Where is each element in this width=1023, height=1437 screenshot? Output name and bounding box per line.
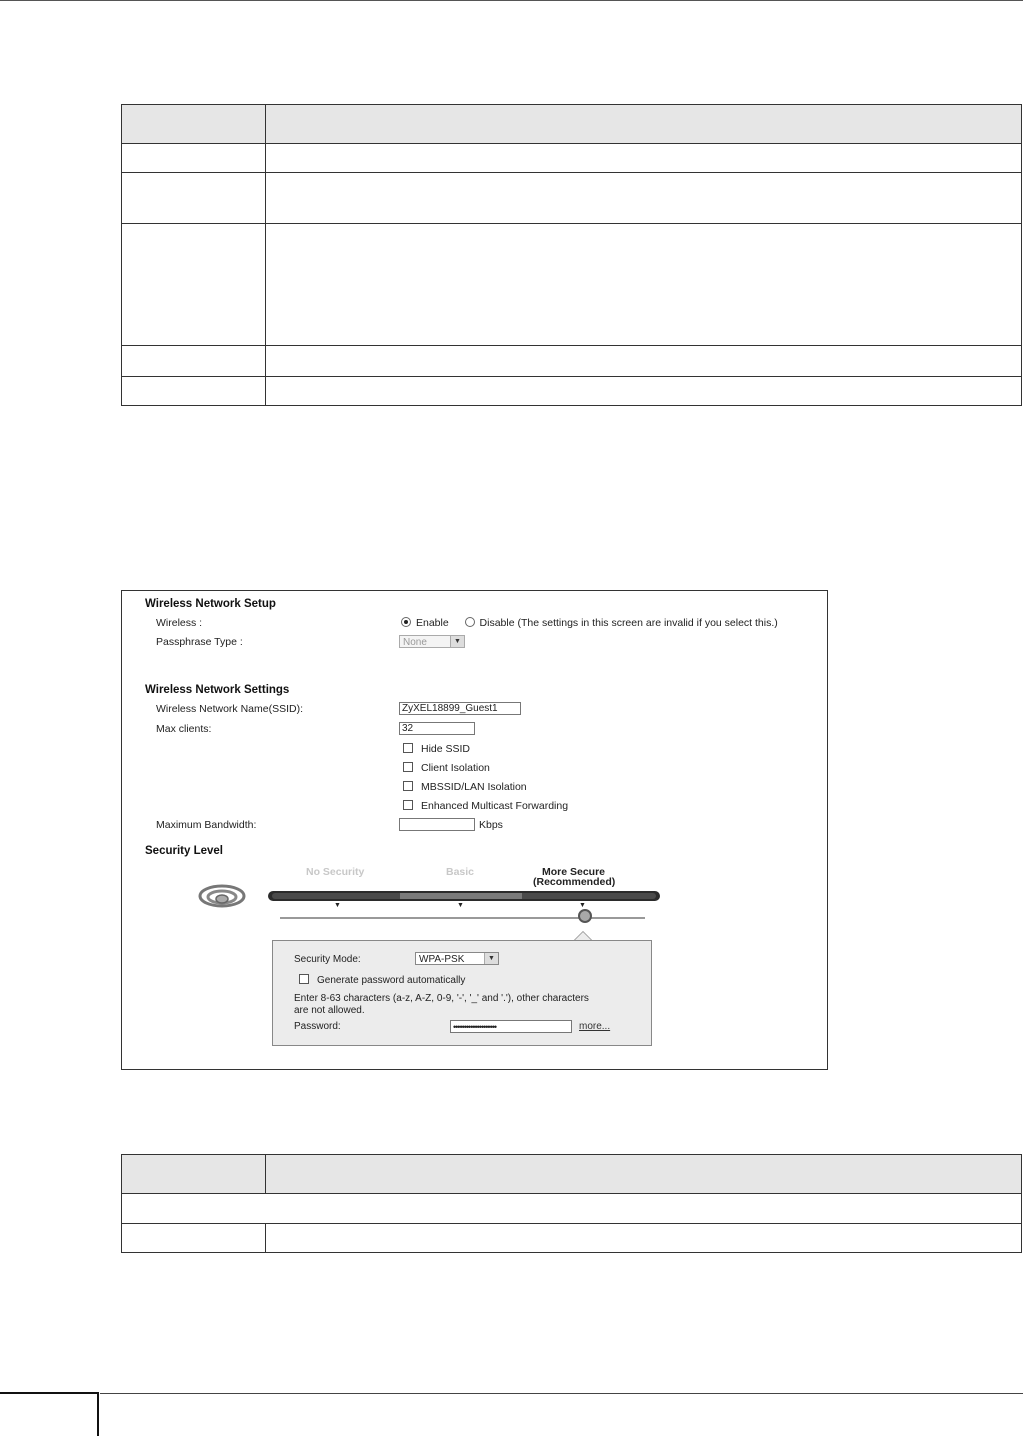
footer-rule xyxy=(100,1393,1023,1394)
header-cell xyxy=(122,105,266,144)
hide-ssid-label: Hide SSID xyxy=(421,743,471,755)
max-clients-input[interactable]: 32 xyxy=(399,722,475,735)
table-row xyxy=(122,224,1022,346)
wireless-radio-group xyxy=(401,617,778,629)
table-row xyxy=(122,377,1022,406)
max-bandwidth-label: Maximum Bandwidth: xyxy=(156,819,257,831)
table-cell xyxy=(266,144,1022,173)
dropdown-arrow-icon: ▼ xyxy=(450,636,464,647)
header-rule xyxy=(0,0,1023,1)
table-cell xyxy=(122,224,266,346)
page-number-box xyxy=(0,1392,99,1436)
table-row xyxy=(122,173,1022,224)
passphrase-type-select[interactable] xyxy=(399,635,465,648)
wifi-icon xyxy=(198,882,246,908)
table-header-row xyxy=(122,105,1022,144)
table-cell xyxy=(122,346,266,377)
hide-ssid-option[interactable] xyxy=(403,743,470,755)
security-mode-select[interactable] xyxy=(415,952,499,965)
wireless-label: Wireless : xyxy=(156,617,203,629)
max-bandwidth-input[interactable] xyxy=(399,818,475,831)
ssid-label: Wireless Network Name(SSID): xyxy=(156,703,304,715)
checkbox-icon[interactable] xyxy=(403,762,413,772)
description-table-top xyxy=(121,104,1022,406)
disable-radio-icon[interactable] xyxy=(465,617,475,627)
header-cell xyxy=(266,1155,1022,1194)
level-marker-icon: ▼ xyxy=(457,902,464,909)
wireless-network-setup-title: Wireless Network Setup xyxy=(145,598,276,610)
checkbox-icon[interactable] xyxy=(403,800,413,810)
table-cell xyxy=(266,173,1022,224)
security-mode-label: Security Mode: xyxy=(294,954,361,965)
security-mode-value: WPA-PSK xyxy=(419,954,465,965)
table-cell xyxy=(266,224,1022,346)
enhanced-multicast-label: Enhanced Multicast Forwarding xyxy=(421,800,569,812)
level-slider-knob[interactable] xyxy=(578,909,592,923)
password-hint-line2: are not allowed. xyxy=(294,1005,365,1016)
security-level-bar[interactable] xyxy=(268,891,660,901)
table-row xyxy=(122,1224,1022,1253)
level-more-secure[interactable]: More Secure xyxy=(542,866,606,878)
more-link[interactable]: more... xyxy=(579,1021,611,1032)
password-label: Password: xyxy=(294,1021,341,1032)
table-cell xyxy=(122,1194,1022,1224)
enable-label: Enable xyxy=(416,617,449,629)
table-cell xyxy=(122,377,266,406)
password-input[interactable]: •••••••••••••••••••• xyxy=(450,1020,572,1033)
table-header-row xyxy=(122,1155,1022,1194)
table-cell xyxy=(266,346,1022,377)
table-cell xyxy=(122,173,266,224)
disable-label: Disable (The settings in this screen are invalid if you select this.) xyxy=(479,617,778,629)
level-bar-basic-segment xyxy=(400,893,522,899)
table-cell xyxy=(122,1224,266,1253)
client-isolation-label: Client Isolation xyxy=(421,762,490,774)
checkbox-icon[interactable] xyxy=(403,743,413,753)
header-cell xyxy=(266,105,1022,144)
enhanced-multicast-option[interactable] xyxy=(403,800,568,812)
security-settings-panel xyxy=(272,940,652,1046)
checkbox-icon[interactable] xyxy=(299,974,309,984)
bandwidth-unit: Kbps xyxy=(479,819,503,831)
wireless-guest-screenshot xyxy=(121,590,828,1070)
table-cell xyxy=(122,144,266,173)
level-marker-icon: ▼ xyxy=(579,902,586,909)
enable-radio-icon[interactable] xyxy=(401,617,411,627)
level-marker-icon: ▼ xyxy=(334,902,341,909)
level-basic[interactable]: Basic xyxy=(446,866,475,878)
mbssid-lan-isolation-option[interactable] xyxy=(403,781,527,793)
passphrase-type-value: None xyxy=(403,637,427,648)
header-cell xyxy=(122,1155,266,1194)
ssid-input[interactable]: ZyXEL18899_Guest1 xyxy=(399,702,521,715)
wireless-network-settings-title: Wireless Network Settings xyxy=(145,684,290,696)
level-recommended: (Recommended) xyxy=(533,876,616,888)
popup-pointer xyxy=(574,931,592,940)
table-row xyxy=(122,144,1022,173)
table-row xyxy=(122,1194,1022,1224)
checkbox-icon[interactable] xyxy=(403,781,413,791)
dropdown-arrow-icon: ▼ xyxy=(484,953,498,964)
description-table-bottom xyxy=(121,1154,1022,1253)
generate-password-label: Generate password automatically xyxy=(317,975,466,986)
mbssid-lan-isolation-label: MBSSID/LAN Isolation xyxy=(421,781,527,793)
max-clients-label: Max clients: xyxy=(156,723,212,735)
level-no-security[interactable]: No Security xyxy=(306,866,365,878)
security-level-title: Security Level xyxy=(145,845,223,857)
password-hint-line1: Enter 8-63 characters (a-z, A-Z, 0-9, '-', '_' and '.'), other characters xyxy=(294,993,589,1004)
client-isolation-option[interactable] xyxy=(403,762,490,774)
table-cell xyxy=(266,377,1022,406)
table-cell xyxy=(266,1224,1022,1253)
table-row xyxy=(122,346,1022,377)
passphrase-type-label: Passphrase Type : xyxy=(156,636,243,648)
generate-password-option[interactable] xyxy=(299,974,465,986)
